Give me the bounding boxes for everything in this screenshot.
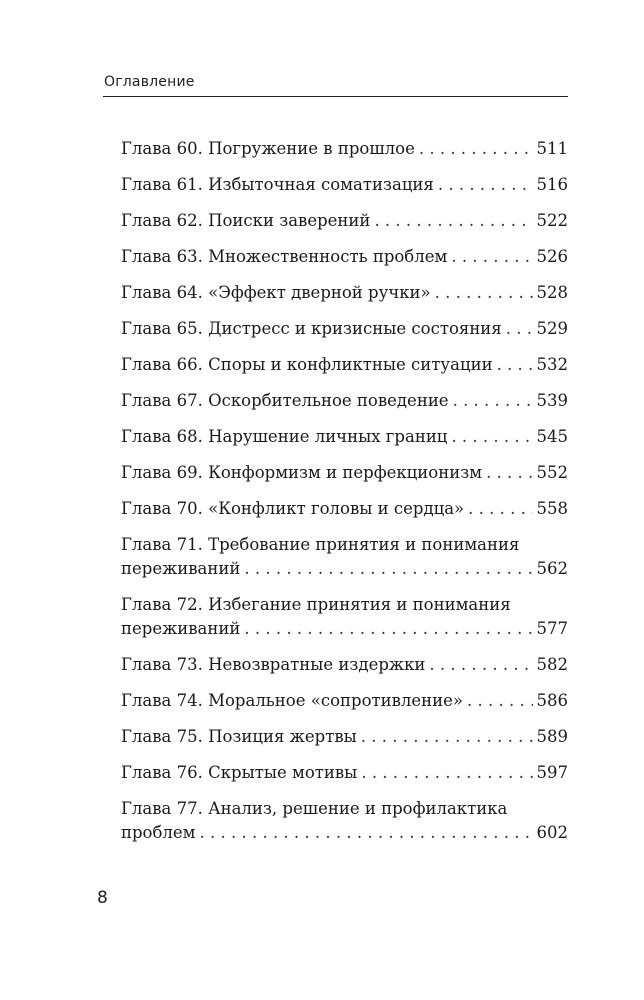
toc-dot-leader	[468, 497, 532, 521]
toc-entry-page: 562	[536, 559, 568, 578]
toc-entry[interactable]	[121, 461, 568, 485]
toc-entry-page: 545	[536, 427, 568, 446]
toc-entry-title-line: Глава 72. Избегание принятия и понимания	[121, 595, 511, 614]
toc-entry-page: 589	[536, 727, 568, 746]
toc-entry-title: Глава 70. «Конфликт головы и сердца»	[121, 499, 465, 518]
toc-dot-leader	[497, 353, 533, 377]
toc-entry[interactable]	[121, 353, 568, 377]
toc-entry[interactable]	[121, 689, 568, 713]
toc-dot-leader	[419, 137, 533, 161]
toc-entry-page: 526	[536, 247, 568, 266]
toc-entry-page: 602	[536, 823, 568, 842]
toc-entry-title: переживаний	[121, 559, 241, 578]
toc-entry-page: 586	[536, 691, 568, 710]
toc-entry-page: 528	[536, 283, 568, 302]
toc-entry-title-line: Глава 71. Требование принятия и понимания	[121, 535, 520, 554]
toc-entry[interactable]	[121, 389, 568, 413]
header-rule	[103, 96, 568, 97]
toc-dot-leader	[451, 425, 532, 449]
toc-entry[interactable]	[121, 593, 568, 641]
toc-entry-page: 539	[536, 391, 568, 410]
table-of-contents	[121, 137, 568, 857]
toc-entry-title: Глава 66. Споры и конфликтные ситуации	[121, 355, 493, 374]
toc-entry-title: Глава 65. Дистресс и кризисные состояния	[121, 319, 502, 338]
toc-entry-title: Глава 75. Позиция жертвы	[121, 727, 357, 746]
toc-entry-title: переживаний	[121, 619, 241, 638]
toc-dot-leader	[361, 725, 533, 749]
page-number: 8	[97, 888, 108, 908]
toc-entry-title: Глава 69. Конформизм и перфекционизм	[121, 463, 483, 482]
toc-entry-title: Глава 61. Избыточная соматизация	[121, 175, 434, 194]
toc-dot-leader	[200, 821, 533, 845]
toc-entry[interactable]	[121, 317, 568, 341]
toc-entry-page: 529	[536, 319, 568, 338]
toc-entry-title: Глава 76. Скрытые мотивы	[121, 763, 358, 782]
toc-entry-title: Глава 68. Нарушение личных границ	[121, 427, 448, 446]
running-header: Оглавление	[104, 74, 195, 90]
toc-dot-leader	[361, 761, 532, 785]
toc-dot-leader	[438, 173, 533, 197]
toc-entry-page: 552	[536, 463, 568, 482]
toc-dot-leader	[429, 653, 532, 677]
toc-entry-page: 597	[536, 763, 568, 782]
toc-entry[interactable]	[121, 497, 568, 521]
toc-entry-title: Глава 60. Погружение в прошлое	[121, 139, 415, 158]
toc-entry-page: 577	[536, 619, 568, 638]
toc-entry-title: проблем	[121, 823, 196, 842]
toc-entry[interactable]	[121, 281, 568, 305]
toc-entry-title: Глава 73. Невозвратные издержки	[121, 655, 426, 674]
toc-dot-leader	[467, 689, 532, 713]
toc-entry[interactable]	[121, 245, 568, 269]
toc-entry-title: Глава 62. Поиски заверений	[121, 211, 371, 230]
toc-entry[interactable]	[121, 209, 568, 233]
toc-entry-page: 558	[536, 499, 568, 518]
toc-entry[interactable]	[121, 653, 568, 677]
toc-entry[interactable]	[121, 797, 568, 845]
toc-entry[interactable]	[121, 425, 568, 449]
toc-entry-title: Глава 74. Моральное «сопротивление»	[121, 691, 464, 710]
toc-entry[interactable]	[121, 137, 568, 161]
toc-entry-page: 582	[536, 655, 568, 674]
toc-entry[interactable]	[121, 173, 568, 197]
toc-dot-leader	[486, 461, 532, 485]
toc-entry[interactable]	[121, 761, 568, 785]
toc-entry-title: Глава 63. Множественность проблем	[121, 247, 448, 266]
toc-entry-page: 511	[536, 139, 568, 158]
toc-entry[interactable]	[121, 533, 568, 581]
toc-dot-leader	[374, 209, 532, 233]
toc-dot-leader	[451, 245, 532, 269]
toc-entry-page: 516	[536, 175, 568, 194]
toc-dot-leader	[244, 617, 532, 641]
toc-entry-page: 532	[536, 355, 568, 374]
toc-dot-leader	[453, 389, 533, 413]
toc-dot-leader	[435, 281, 533, 305]
toc-entry[interactable]	[121, 725, 568, 749]
toc-entry-title: Глава 64. «Эффект дверной ручки»	[121, 283, 431, 302]
toc-dot-leader	[506, 317, 533, 341]
toc-entry-title: Глава 67. Оскорбительное поведение	[121, 391, 449, 410]
toc-entry-page: 522	[536, 211, 568, 230]
toc-entry-title-line: Глава 77. Анализ, решение и профилактика	[121, 799, 508, 818]
toc-dot-leader	[244, 557, 532, 581]
